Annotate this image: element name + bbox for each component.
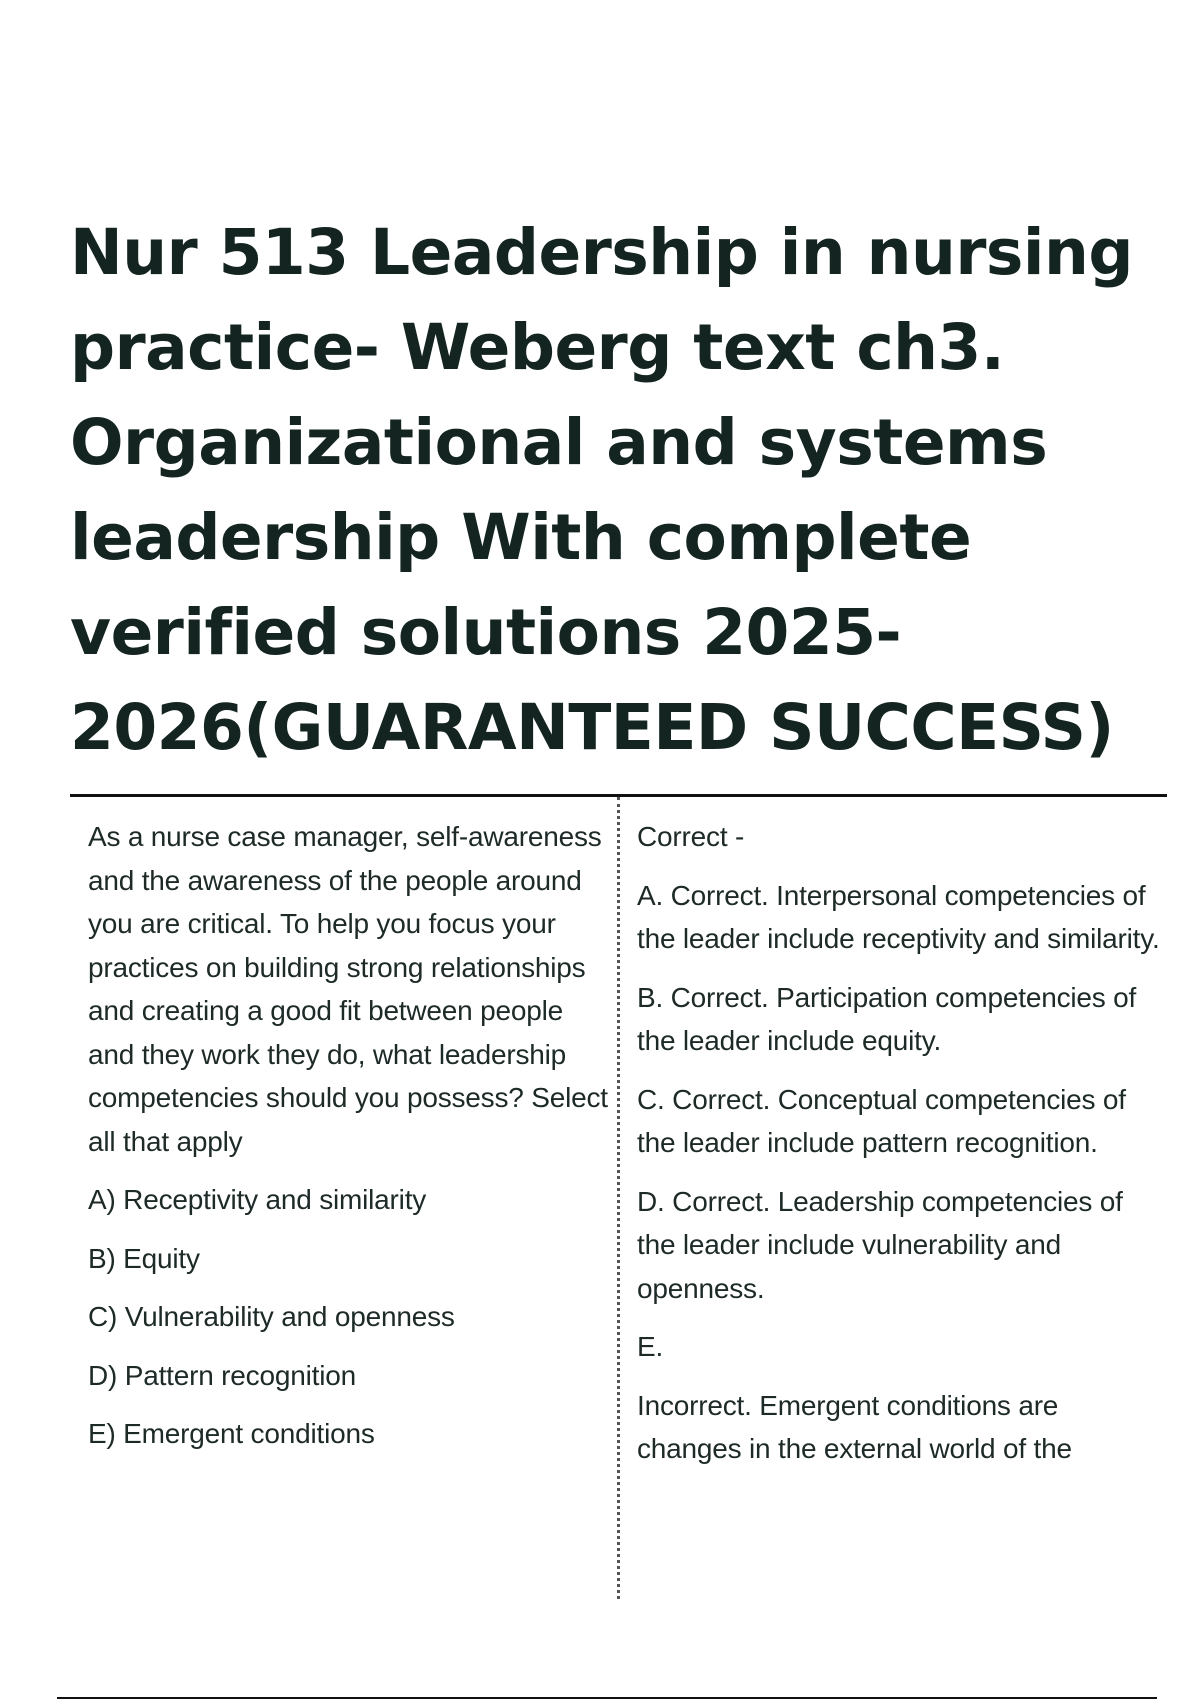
explanation-d: D. Correct. Leadership competencies of the leader include vulnerability and openness. [637,1185,1123,1304]
question-answer-table [70,797,1167,1599]
explanation-e-label: E. [637,1331,664,1362]
footer-divider [57,1697,1157,1699]
title-line: 2026(GUARANTEED SUCCESS) [70,691,1114,764]
explanation-e: Incorrect. Emergent conditions are changes in the external world of the [637,1389,1072,1464]
answer-option-c: C) Vulnerability and openness [88,1301,455,1332]
title-line: leadership With complete [70,501,972,574]
answer-header: Correct - [637,821,745,852]
title-line: Organizational and systems [70,406,1048,479]
explanation-a: A. Correct. Interpersonal competencies of the leader include receptivity and similarity. [637,879,1160,954]
explanation-c: C. Correct. Conceptual competencies of the leader include pattern recognition. [637,1083,1126,1158]
answer-option-b: B) Equity [88,1242,200,1274]
title-line: verified solutions 2025- [70,596,902,669]
question-column [88,815,608,1471]
question-stem: As a nurse case manager, self-awareness and the awareness of the people around you are critical. To help you focus your practices on building strong relationships and creating a good fit between people and they work they do, what leadership competencies should you possess? Select all that apply [88,821,608,1157]
column-divider [617,797,620,1599]
answer-option-a: A) Receptivity and similarity [88,1184,427,1215]
explanation-b: B. Correct. Participation competencies of the leader include equity. [637,981,1137,1056]
answer-option-e: E) Emergent conditions [88,1418,375,1449]
document-title [70,205,1150,775]
title-line: practice- Weberg text ch3. [70,311,1005,384]
answer-column [637,815,1162,1486]
title-line: Nur 513 Leadership in nursing [70,216,1133,289]
answer-option-d: D) Pattern recognition [88,1359,356,1391]
